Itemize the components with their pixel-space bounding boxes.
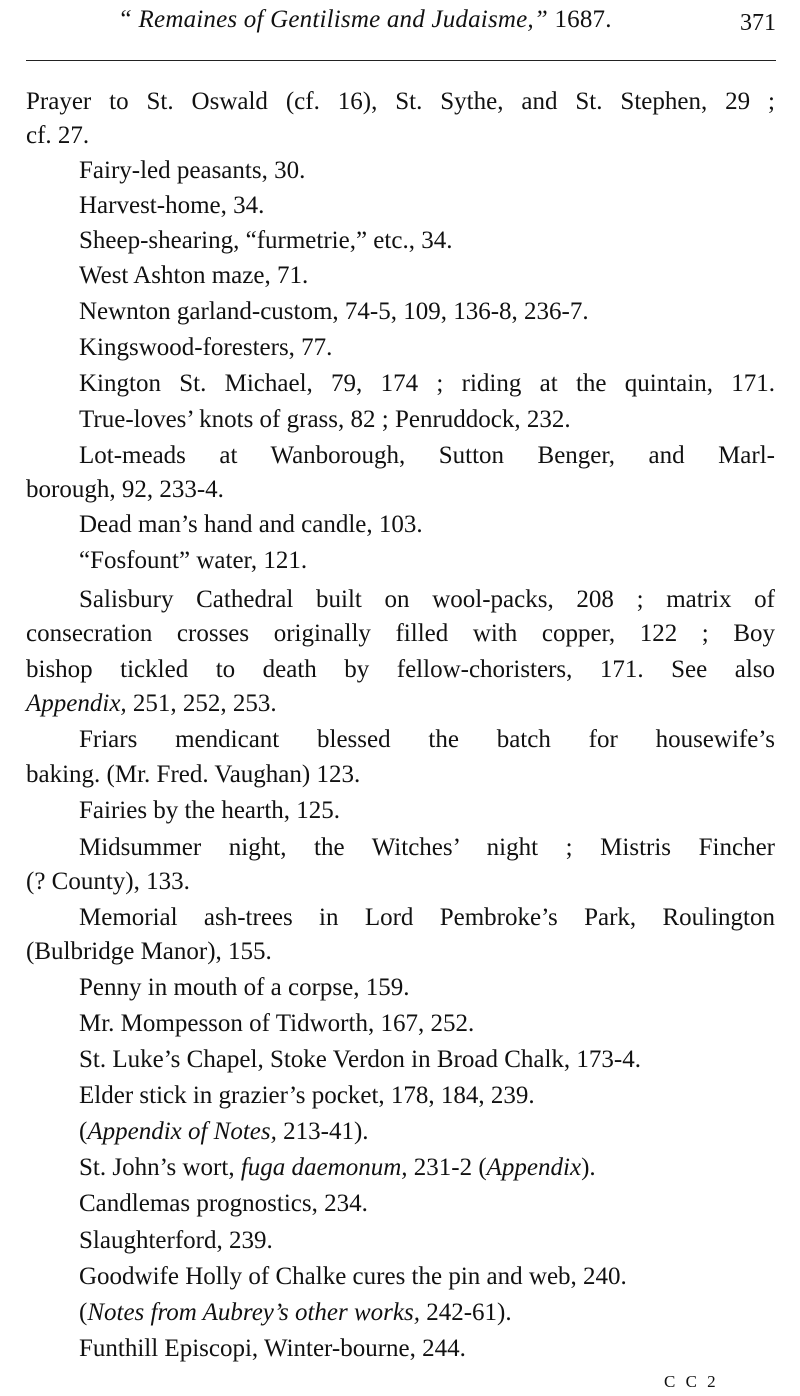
- index-line: St. Luke’s Chapel, Stoke Verdon in Broad Chalk, 173-4.: [79, 1046, 641, 1073]
- index-line: bishop tickled to death by fellow-choristers, 171. See also: [26, 656, 775, 683]
- index-line: (Bulbridge Manor), 155.: [26, 938, 272, 965]
- index-line: St. John’s wort, fuga daemonum, 231-2 (Appendix).: [79, 1154, 596, 1181]
- index-line: Funthill Episcopi, Winter-bourne, 244.: [79, 1335, 466, 1362]
- index-line: Elder stick in grazier’s pocket, 178, 184, 239.: [79, 1082, 535, 1109]
- index-line: Prayer to St. Oswald (cf. 16), St. Sythe, and St. Stephen, 29 ;: [26, 88, 775, 115]
- running-title: [118, 6, 612, 34]
- index-line: Kington St. Michael, 79, 174 ; riding at the quintain, 171.: [79, 370, 775, 397]
- index-line: baking. (Mr. Fred. Vaughan) 123.: [26, 761, 361, 788]
- index-line: Friars mendicant blessed the batch for housewife’s: [79, 726, 775, 753]
- index-line: Slaughterford, 239.: [79, 1227, 273, 1254]
- running-title-text: “ Remaines of Gentilisme and Judaisme,”: [118, 6, 548, 33]
- index-line: consecration crosses originally filled with copper, 122 ; Boy: [26, 620, 775, 647]
- index-line: (Appendix of Notes, 213-41).: [79, 1118, 369, 1145]
- index-line: Goodwife Holly of Chalke cures the pin and web, 240.: [79, 1263, 627, 1290]
- running-header: [0, 0, 800, 60]
- index-line: Sheep-shearing, “furmetrie,” etc., 34.: [79, 227, 453, 254]
- index-line: (? County), 133.: [26, 868, 190, 895]
- index-line: Lot-meads at Wanborough, Sutton Benger, and Marl-: [79, 442, 775, 469]
- index-line: Newnton garland-custom, 74-5, 109, 136-8, 236-7.: [79, 298, 589, 325]
- index-line: Candlemas prognostics, 234.: [79, 1190, 368, 1217]
- index-line: Dead man’s hand and candle, 103.: [79, 511, 423, 538]
- page-number: 371: [740, 10, 776, 36]
- index-line: West Ashton maze, 71.: [79, 262, 309, 289]
- index-line: Memorial ash-trees in Lord Pembroke’s Park, Roulington: [79, 904, 775, 931]
- index-line: “Fosfount” water, 121.: [79, 547, 308, 574]
- index-line: cf. 27.: [26, 122, 90, 149]
- index-line: (Notes from Aubrey’s other works, 242-61).: [79, 1299, 512, 1326]
- index-line: Appendix, 251, 252, 253.: [26, 690, 277, 717]
- header-rule: [26, 60, 776, 61]
- running-title-year: 1687.: [554, 6, 612, 33]
- index-line: Penny in mouth of a corpse, 159.: [79, 974, 410, 1001]
- index-line: Mr. Mompesson of Tidworth, 167, 252.: [79, 1010, 475, 1037]
- index-line: Harvest-home, 34.: [79, 192, 265, 219]
- index-line: borough, 92, 233-4.: [26, 476, 224, 503]
- index-line: Salisbury Cathedral built on wool-packs, 208 ; matrix of: [79, 586, 775, 613]
- index-line: True-loves’ knots of grass, 82 ; Penruddock, 232.: [79, 406, 571, 433]
- signature-mark: C C 2: [664, 1372, 719, 1391]
- index-line: Midsummer night, the Witches’ night ; Mistris Fincher: [79, 834, 775, 861]
- index-line: Fairies by the hearth, 125.: [79, 797, 341, 824]
- index-line: Fairy-led peasants, 30.: [79, 157, 306, 184]
- index-line: Kingswood-foresters, 77.: [79, 334, 333, 361]
